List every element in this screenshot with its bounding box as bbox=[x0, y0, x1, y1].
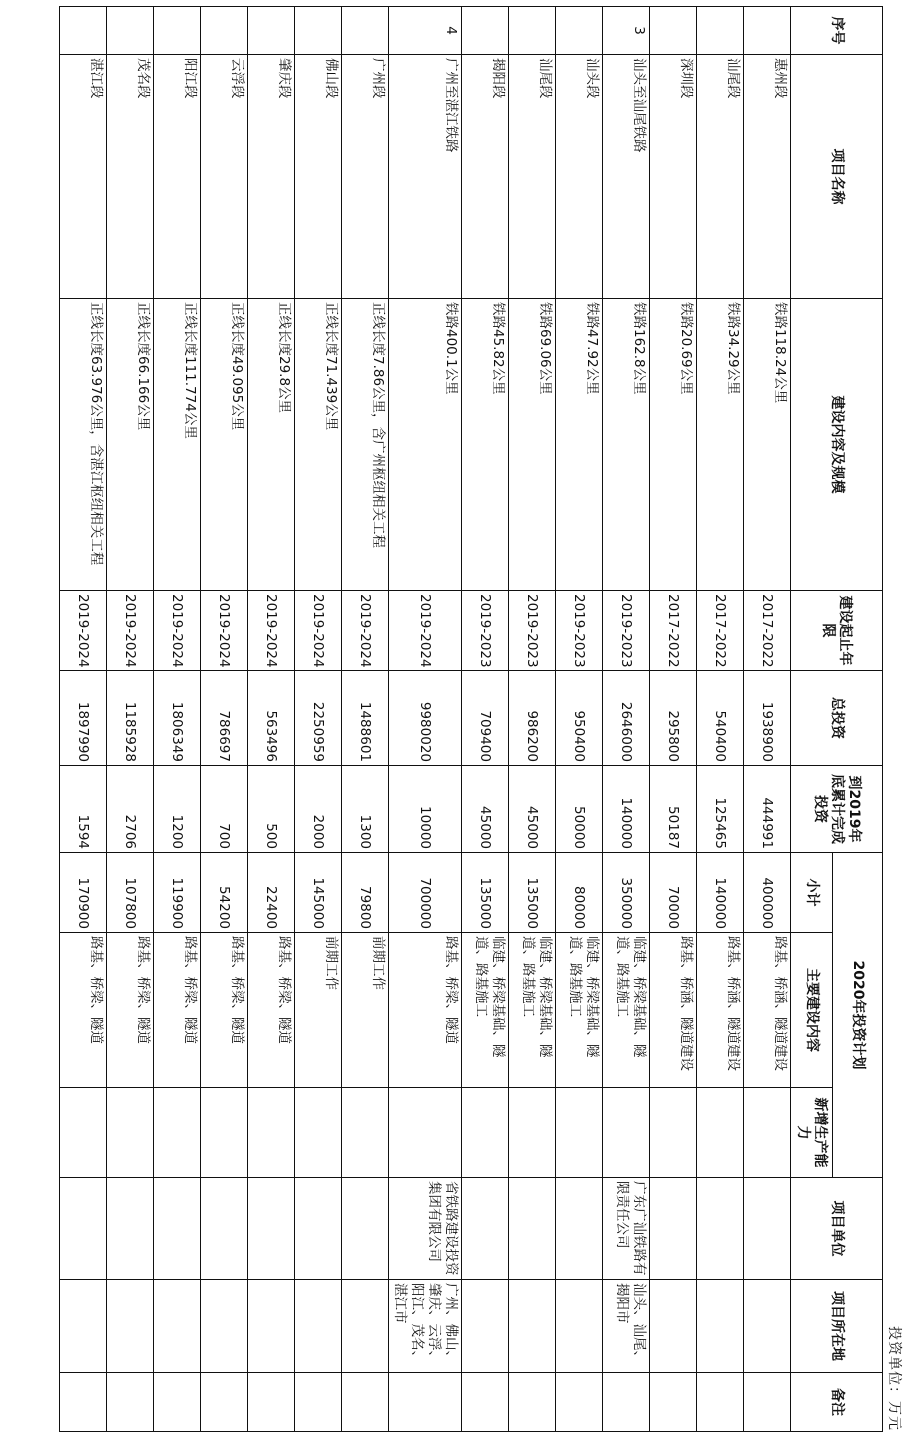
row-years: 2019-2023 bbox=[509, 591, 556, 671]
row-capacity bbox=[556, 1088, 603, 1178]
row-seq bbox=[650, 7, 697, 55]
row-name: 茂名段 bbox=[107, 55, 154, 299]
row-seq bbox=[744, 7, 791, 55]
row-main-content: 路基、桥梁、隧道 bbox=[60, 933, 107, 1088]
row-cumulative: 45000 bbox=[462, 766, 509, 853]
row-cumulative: 50000 bbox=[556, 766, 603, 853]
row-remark bbox=[603, 1373, 650, 1432]
row-name: 深圳段 bbox=[650, 55, 697, 299]
row-total: 9980020 bbox=[389, 671, 462, 766]
row-name: 汕头段 bbox=[556, 55, 603, 299]
row-total: 986200 bbox=[509, 671, 556, 766]
row-unit: 广东广汕铁路有限责任公司 bbox=[603, 1178, 650, 1280]
table-row bbox=[697, 7, 744, 1432]
row-total: 295800 bbox=[650, 671, 697, 766]
row-cumulative: 50187 bbox=[650, 766, 697, 853]
row-unit bbox=[295, 1178, 342, 1280]
header-content: 建设内容及规模 bbox=[791, 299, 883, 591]
row-subtotal: 400000 bbox=[744, 853, 791, 933]
row-remark bbox=[556, 1373, 603, 1432]
row-name: 汕尾段 bbox=[509, 55, 556, 299]
row-seq bbox=[154, 7, 201, 55]
row-remark bbox=[342, 1373, 389, 1432]
row-years: 2019-2024 bbox=[201, 591, 248, 671]
header-unit: 项目单位 bbox=[791, 1178, 883, 1280]
row-cumulative: 2706 bbox=[107, 766, 154, 853]
header-years: 建设起止年限 bbox=[791, 591, 883, 671]
row-capacity bbox=[603, 1088, 650, 1178]
row-name: 广州段 bbox=[342, 55, 389, 299]
row-capacity bbox=[744, 1088, 791, 1178]
table-row bbox=[342, 7, 389, 1432]
row-capacity bbox=[60, 1088, 107, 1178]
row-unit bbox=[744, 1178, 791, 1280]
row-cumulative: 45000 bbox=[509, 766, 556, 853]
row-content: 正线长度7.86公里，含广州枢纽相关工程 bbox=[342, 299, 389, 591]
row-remark bbox=[295, 1373, 342, 1432]
row-years: 2019-2024 bbox=[107, 591, 154, 671]
row-cumulative: 2000 bbox=[295, 766, 342, 853]
header-row-1 bbox=[833, 7, 883, 1432]
row-capacity bbox=[342, 1088, 389, 1178]
table-body bbox=[60, 7, 791, 1432]
row-main-content: 路基、桥涵、隧道建设 bbox=[697, 933, 744, 1088]
row-years: 2019-2023 bbox=[556, 591, 603, 671]
row-seq bbox=[342, 7, 389, 55]
row-total: 709400 bbox=[462, 671, 509, 766]
row-total: 950400 bbox=[556, 671, 603, 766]
row-main-content: 临建、桥梁基础、隧道、路基施工 bbox=[556, 933, 603, 1088]
header-capacity: 新增生产能力 bbox=[791, 1088, 833, 1178]
row-subtotal: 135000 bbox=[509, 853, 556, 933]
table-row bbox=[201, 7, 248, 1432]
row-name: 揭阳段 bbox=[462, 55, 509, 299]
row-remark bbox=[107, 1373, 154, 1432]
table-row bbox=[744, 7, 791, 1432]
row-unit bbox=[342, 1178, 389, 1280]
row-location bbox=[248, 1280, 295, 1373]
unit-note: 投资单位：万元 bbox=[886, 1326, 902, 1431]
row-content: 铁路20.69公里 bbox=[650, 299, 697, 591]
row-content: 正线长度29.8公里 bbox=[248, 299, 295, 591]
row-remark bbox=[201, 1373, 248, 1432]
header-total: 总投资 bbox=[791, 671, 883, 766]
row-main-content: 路基、桥梁、隧道 bbox=[389, 933, 462, 1088]
row-years: 2019-2024 bbox=[389, 591, 462, 671]
row-name: 汕头至汕尾铁路 bbox=[603, 55, 650, 299]
row-subtotal: 107800 bbox=[107, 853, 154, 933]
row-unit bbox=[650, 1178, 697, 1280]
row-seq: 4 bbox=[389, 7, 462, 55]
row-subtotal: 54200 bbox=[201, 853, 248, 933]
row-capacity bbox=[697, 1088, 744, 1178]
row-subtotal: 80000 bbox=[556, 853, 603, 933]
row-capacity bbox=[389, 1088, 462, 1178]
table-row bbox=[295, 7, 342, 1432]
row-location bbox=[650, 1280, 697, 1373]
row-unit bbox=[462, 1178, 509, 1280]
row-unit bbox=[60, 1178, 107, 1280]
row-total: 1185928 bbox=[107, 671, 154, 766]
row-total: 563496 bbox=[248, 671, 295, 766]
row-remark bbox=[697, 1373, 744, 1432]
row-name: 阳江段 bbox=[154, 55, 201, 299]
row-location bbox=[342, 1280, 389, 1373]
row-seq bbox=[107, 7, 154, 55]
row-remark bbox=[744, 1373, 791, 1432]
table-row bbox=[107, 7, 154, 1432]
row-main-content: 临建、桥梁基础、隧道、路基施工 bbox=[509, 933, 556, 1088]
row-years: 2019-2024 bbox=[342, 591, 389, 671]
row-years: 2019-2024 bbox=[248, 591, 295, 671]
row-seq bbox=[248, 7, 295, 55]
row-seq bbox=[697, 7, 744, 55]
row-main-content: 路基、桥涵、隧道建设 bbox=[650, 933, 697, 1088]
table-row bbox=[389, 7, 462, 1432]
row-unit bbox=[556, 1178, 603, 1280]
row-subtotal: 22400 bbox=[248, 853, 295, 933]
row-total: 540400 bbox=[697, 671, 744, 766]
row-main-content: 路基、桥梁、隧道 bbox=[201, 933, 248, 1088]
row-main-content: 路基、桥梁、隧道 bbox=[248, 933, 295, 1088]
row-content: 正线长度71.439公里 bbox=[295, 299, 342, 591]
row-capacity bbox=[248, 1088, 295, 1178]
row-name: 佛山段 bbox=[295, 55, 342, 299]
row-years: 2017-2022 bbox=[650, 591, 697, 671]
row-subtotal: 170900 bbox=[60, 853, 107, 933]
row-subtotal: 140000 bbox=[697, 853, 744, 933]
row-unit: 省铁路建设投资集团有限公司 bbox=[389, 1178, 462, 1280]
row-content: 正线长度111.774公里 bbox=[154, 299, 201, 591]
row-total: 1897990 bbox=[60, 671, 107, 766]
table-row bbox=[462, 7, 509, 1432]
row-seq bbox=[509, 7, 556, 55]
row-years: 2019-2024 bbox=[154, 591, 201, 671]
row-content: 铁路69.06公里 bbox=[509, 299, 556, 591]
row-location: 广州、佛山、肇庆、云浮、阳江、茂名、湛江市 bbox=[389, 1280, 462, 1373]
table-row bbox=[603, 7, 650, 1432]
row-cumulative: 125465 bbox=[697, 766, 744, 853]
table-row bbox=[60, 7, 107, 1432]
row-capacity bbox=[509, 1088, 556, 1178]
header-subtotal: 小计 bbox=[791, 853, 833, 933]
row-main-content: 前期工作 bbox=[295, 933, 342, 1088]
row-seq bbox=[201, 7, 248, 55]
row-seq bbox=[556, 7, 603, 55]
row-main-content: 路基、桥涵、隧道建设 bbox=[744, 933, 791, 1088]
row-main-content: 临建、桥梁基础、隧道、路基施工 bbox=[603, 933, 650, 1088]
row-subtotal: 700000 bbox=[389, 853, 462, 933]
row-total: 1938900 bbox=[744, 671, 791, 766]
row-years: 2017-2022 bbox=[744, 591, 791, 671]
row-capacity bbox=[462, 1088, 509, 1178]
row-location bbox=[295, 1280, 342, 1373]
row-total: 2646000 bbox=[603, 671, 650, 766]
row-location bbox=[556, 1280, 603, 1373]
row-remark bbox=[60, 1373, 107, 1432]
row-years: 2017-2022 bbox=[697, 591, 744, 671]
row-cumulative: 10000 bbox=[389, 766, 462, 853]
row-years: 2019-2023 bbox=[462, 591, 509, 671]
row-main-content: 路基、桥梁、隧道 bbox=[107, 933, 154, 1088]
row-years: 2019-2023 bbox=[603, 591, 650, 671]
row-remark bbox=[650, 1373, 697, 1432]
row-seq bbox=[60, 7, 107, 55]
row-content: 铁路400.1公里 bbox=[389, 299, 462, 591]
row-remark bbox=[248, 1373, 295, 1432]
row-location bbox=[60, 1280, 107, 1373]
row-subtotal: 145000 bbox=[295, 853, 342, 933]
header-seq: 序号 bbox=[791, 7, 883, 55]
row-cumulative: 1200 bbox=[154, 766, 201, 853]
row-remark bbox=[462, 1373, 509, 1432]
row-capacity bbox=[154, 1088, 201, 1178]
row-content: 正线长度49.095公里 bbox=[201, 299, 248, 591]
row-capacity bbox=[201, 1088, 248, 1178]
row-cumulative: 140000 bbox=[603, 766, 650, 853]
row-main-content: 前期工作 bbox=[342, 933, 389, 1088]
row-subtotal: 70000 bbox=[650, 853, 697, 933]
row-capacity bbox=[650, 1088, 697, 1178]
table-row bbox=[650, 7, 697, 1432]
row-content: 正线长度66.166公里 bbox=[107, 299, 154, 591]
row-name: 惠州段 bbox=[744, 55, 791, 299]
row-main-content: 临建、桥梁基础、隧道、路基施工 bbox=[462, 933, 509, 1088]
table-row bbox=[556, 7, 603, 1432]
row-subtotal: 79800 bbox=[342, 853, 389, 933]
row-cumulative: 444991 bbox=[744, 766, 791, 853]
header-cumulative: 到2019年底累计完成投资 bbox=[791, 766, 883, 853]
header-location: 项目所在地 bbox=[791, 1280, 883, 1373]
row-name: 云浮段 bbox=[201, 55, 248, 299]
row-total: 1806349 bbox=[154, 671, 201, 766]
investment-table bbox=[59, 6, 883, 1432]
row-location bbox=[107, 1280, 154, 1373]
row-remark bbox=[154, 1373, 201, 1432]
row-location bbox=[201, 1280, 248, 1373]
row-cumulative: 500 bbox=[248, 766, 295, 853]
row-subtotal: 135000 bbox=[462, 853, 509, 933]
row-remark bbox=[389, 1373, 462, 1432]
header-remark: 备注 bbox=[791, 1373, 883, 1432]
header-plan2020: 2020年投资计划 bbox=[833, 853, 883, 1178]
row-content: 铁路47.92公里 bbox=[556, 299, 603, 591]
row-location bbox=[744, 1280, 791, 1373]
row-total: 1488601 bbox=[342, 671, 389, 766]
table-row bbox=[154, 7, 201, 1432]
row-main-content: 路基、桥梁、隧道 bbox=[154, 933, 201, 1088]
row-seq: 3 bbox=[603, 7, 650, 55]
row-years: 2019-2024 bbox=[295, 591, 342, 671]
header-name: 项目名称 bbox=[791, 55, 883, 299]
row-location bbox=[462, 1280, 509, 1373]
row-name: 汕尾段 bbox=[697, 55, 744, 299]
row-capacity bbox=[295, 1088, 342, 1178]
row-years: 2019-2024 bbox=[60, 591, 107, 671]
row-seq bbox=[462, 7, 509, 55]
row-unit bbox=[201, 1178, 248, 1280]
row-content: 铁路45.82公里 bbox=[462, 299, 509, 591]
row-unit bbox=[248, 1178, 295, 1280]
row-content: 铁路118.24公里 bbox=[744, 299, 791, 591]
row-location: 汕头、汕尾、揭阳市 bbox=[603, 1280, 650, 1373]
row-capacity bbox=[107, 1088, 154, 1178]
row-cumulative: 700 bbox=[201, 766, 248, 853]
row-name: 广州至湛江铁路 bbox=[389, 55, 462, 299]
row-unit bbox=[509, 1178, 556, 1280]
row-content: 铁路162.8公里 bbox=[603, 299, 650, 591]
row-unit bbox=[697, 1178, 744, 1280]
row-location bbox=[697, 1280, 744, 1373]
row-cumulative: 1594 bbox=[60, 766, 107, 853]
table-row bbox=[509, 7, 556, 1432]
row-total: 786697 bbox=[201, 671, 248, 766]
table-row bbox=[248, 7, 295, 1432]
row-location bbox=[154, 1280, 201, 1373]
row-cumulative: 1300 bbox=[342, 766, 389, 853]
row-name: 肇庆段 bbox=[248, 55, 295, 299]
row-name: 湛江段 bbox=[60, 55, 107, 299]
row-total: 2250959 bbox=[295, 671, 342, 766]
row-subtotal: 350000 bbox=[603, 853, 650, 933]
row-content: 正线长度63.976公里，含湛江枢纽相关工程 bbox=[60, 299, 107, 591]
row-content: 铁路34.29公里 bbox=[697, 299, 744, 591]
row-seq bbox=[295, 7, 342, 55]
row-unit bbox=[107, 1178, 154, 1280]
row-subtotal: 119900 bbox=[154, 853, 201, 933]
row-unit bbox=[154, 1178, 201, 1280]
header-main-content: 主要建设内容 bbox=[791, 933, 833, 1088]
row-location bbox=[509, 1280, 556, 1373]
row-remark bbox=[509, 1373, 556, 1432]
